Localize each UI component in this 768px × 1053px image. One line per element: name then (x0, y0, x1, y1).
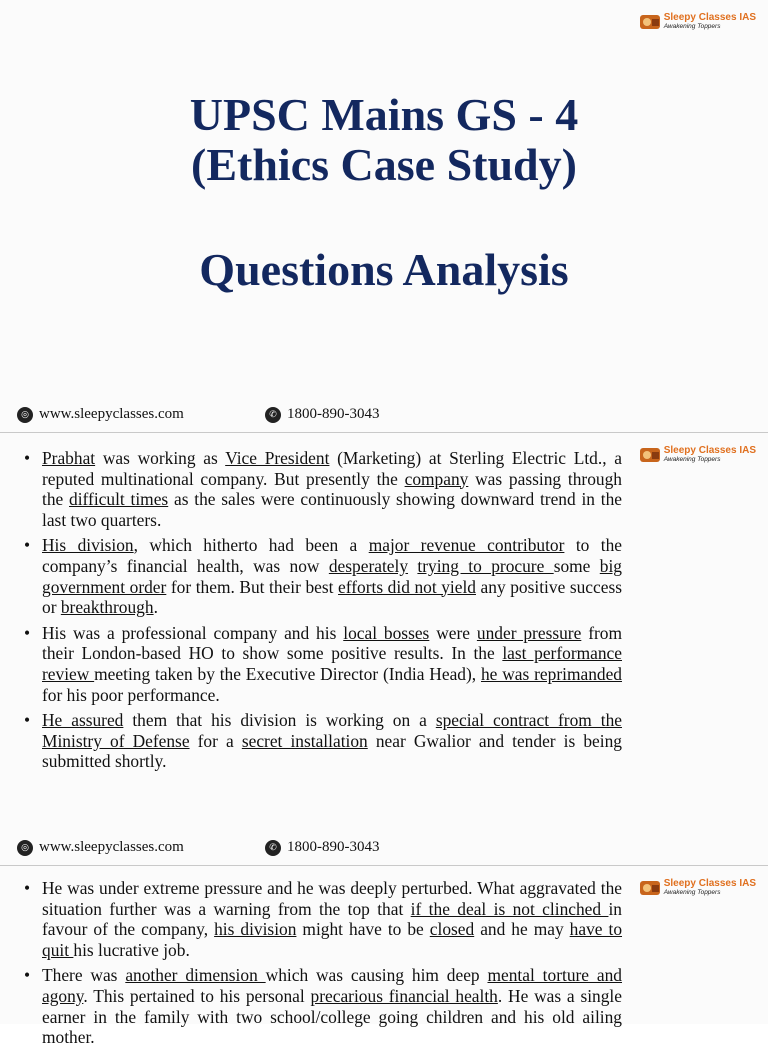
text-run: from their London-based HO to show some positive results. In the (42, 622, 623, 664)
text-run: to the company’s financial health, was now (42, 535, 623, 576)
text-run: . He was a single earner in the family with two school/college going children and his old ailing mother. (42, 985, 622, 1048)
underlined-phrase: difficult times (69, 489, 169, 510)
underlined-phrase: Prabhat (42, 448, 96, 468)
text-run: and he may (474, 919, 570, 940)
subtitle: Questions Analysis (199, 244, 569, 295)
text-run (408, 556, 417, 576)
underlined-phrase: local bosses (343, 622, 430, 643)
brand-logo (639, 878, 756, 898)
website-link[interactable]: www.sleepyclasses.com (39, 406, 184, 422)
underlined-phrase: secret installation (241, 730, 368, 751)
text-run: as the sales were continuously showing downward trend in the last two quarters. (42, 489, 623, 530)
title-line-1: UPSC Mains GS - 4 (189, 89, 579, 140)
website-link[interactable]: www.sleepyclasses.com (39, 839, 184, 855)
phone-icon: ✆ (265, 840, 281, 856)
text-run: He was under extreme pressure and he was deeply perturbed. What aggravated the situation further was a warning from the top that (42, 878, 622, 919)
case-slide-2 (0, 866, 768, 1048)
case-slide-1 (0, 433, 768, 865)
text-run: which was causing him deep (265, 965, 488, 986)
logo-icon (639, 878, 661, 898)
phone-icon: ✆ (265, 407, 281, 423)
text-run: , which hitherto had been a (133, 535, 369, 556)
logo-icon (639, 12, 661, 32)
brand-tagline: Awakening Toppers (663, 23, 721, 31)
bullet-item (24, 535, 622, 617)
underlined-phrase: He assured (42, 710, 124, 731)
underlined-phrase: another dimension (125, 965, 266, 986)
brand-name: Sleepy Classes IAS (663, 445, 756, 457)
underlined-phrase: desperately (328, 555, 409, 576)
underlined-phrase: efforts did not yield (338, 576, 476, 597)
underlined-phrase: his division (214, 919, 297, 940)
underlined-phrase: breakthrough (60, 597, 154, 618)
slide-footer (0, 400, 768, 430)
brand-name: Sleepy Classes IAS (663, 12, 756, 24)
underlined-phrase: if the deal is not clinched (410, 898, 609, 919)
underlined-phrase: trying to procure (417, 555, 554, 576)
phone-number: 1800-890-3043 (287, 406, 380, 422)
bullet-item (24, 878, 622, 960)
slide-footer (0, 833, 768, 863)
globe-icon: ◎ (17, 840, 33, 856)
text-run: might have to be (296, 919, 430, 940)
underlined-phrase: special contract from the Ministry of Defense (42, 710, 622, 751)
underlined-phrase: precarious financial health (310, 985, 498, 1006)
text-run: . This pertained to his personal (83, 985, 311, 1006)
text-run: (Marketing) at Sterling Electric Ltd., a reputed multinational company. But presently the (42, 448, 623, 489)
bullet-item (24, 965, 622, 1047)
logo-icon (639, 445, 661, 465)
text-run: for a (189, 730, 242, 751)
brand-name: Sleepy Classes IAS (663, 878, 756, 890)
text-run: was working as (95, 448, 226, 468)
text-run: some (553, 555, 600, 576)
underlined-phrase: he was reprimanded (480, 663, 622, 684)
text-run: near Gwalior and tender is being submitted shortly. (42, 730, 622, 772)
title-line-2: (Ethics Case Study) (191, 139, 577, 190)
text-run: his lucrative job. (73, 939, 190, 960)
text-run: meeting taken by the Executive Director (India Head), (94, 663, 481, 684)
underlined-phrase: closed (429, 919, 475, 940)
text-run: There was (42, 965, 126, 986)
underlined-phrase: under pressure (476, 622, 582, 643)
brand-tagline: Awakening Toppers (663, 889, 721, 897)
underlined-phrase: have to quit (42, 919, 623, 960)
globe-icon: ◎ (17, 407, 33, 423)
bullet-item (24, 623, 622, 705)
text-run: them that his division is working on a (123, 710, 436, 731)
underlined-phrase: Vice President (225, 448, 330, 468)
bullet-list (24, 448, 622, 777)
underlined-phrase: big government order (42, 555, 622, 597)
text-run: for them. But their best (166, 576, 339, 597)
bullet-item (24, 448, 622, 530)
brand-logo (639, 12, 756, 32)
text-run: any positive success or (42, 576, 622, 618)
text-run: were (429, 622, 477, 643)
text-run: for his poor performance. (42, 684, 220, 705)
brand-tagline: Awakening Toppers (663, 456, 721, 464)
text-run: was passing through the (42, 468, 622, 510)
text-run: His was a professional company and his (42, 622, 344, 643)
phone-number: 1800-890-3043 (287, 839, 380, 855)
bullet-list (24, 878, 622, 1053)
title-slide (0, 0, 768, 432)
bullet-item (24, 710, 622, 772)
underlined-phrase: mental torture and agony (42, 965, 622, 1006)
underlined-phrase: company (404, 468, 469, 489)
underlined-phrase: His division (42, 535, 134, 556)
text-run: in favour of the company, (42, 898, 622, 940)
underlined-phrase: major revenue contributor (368, 535, 565, 556)
text-run: . (153, 597, 158, 618)
brand-logo (639, 445, 756, 465)
underlined-phrase: last performance review (42, 643, 622, 684)
